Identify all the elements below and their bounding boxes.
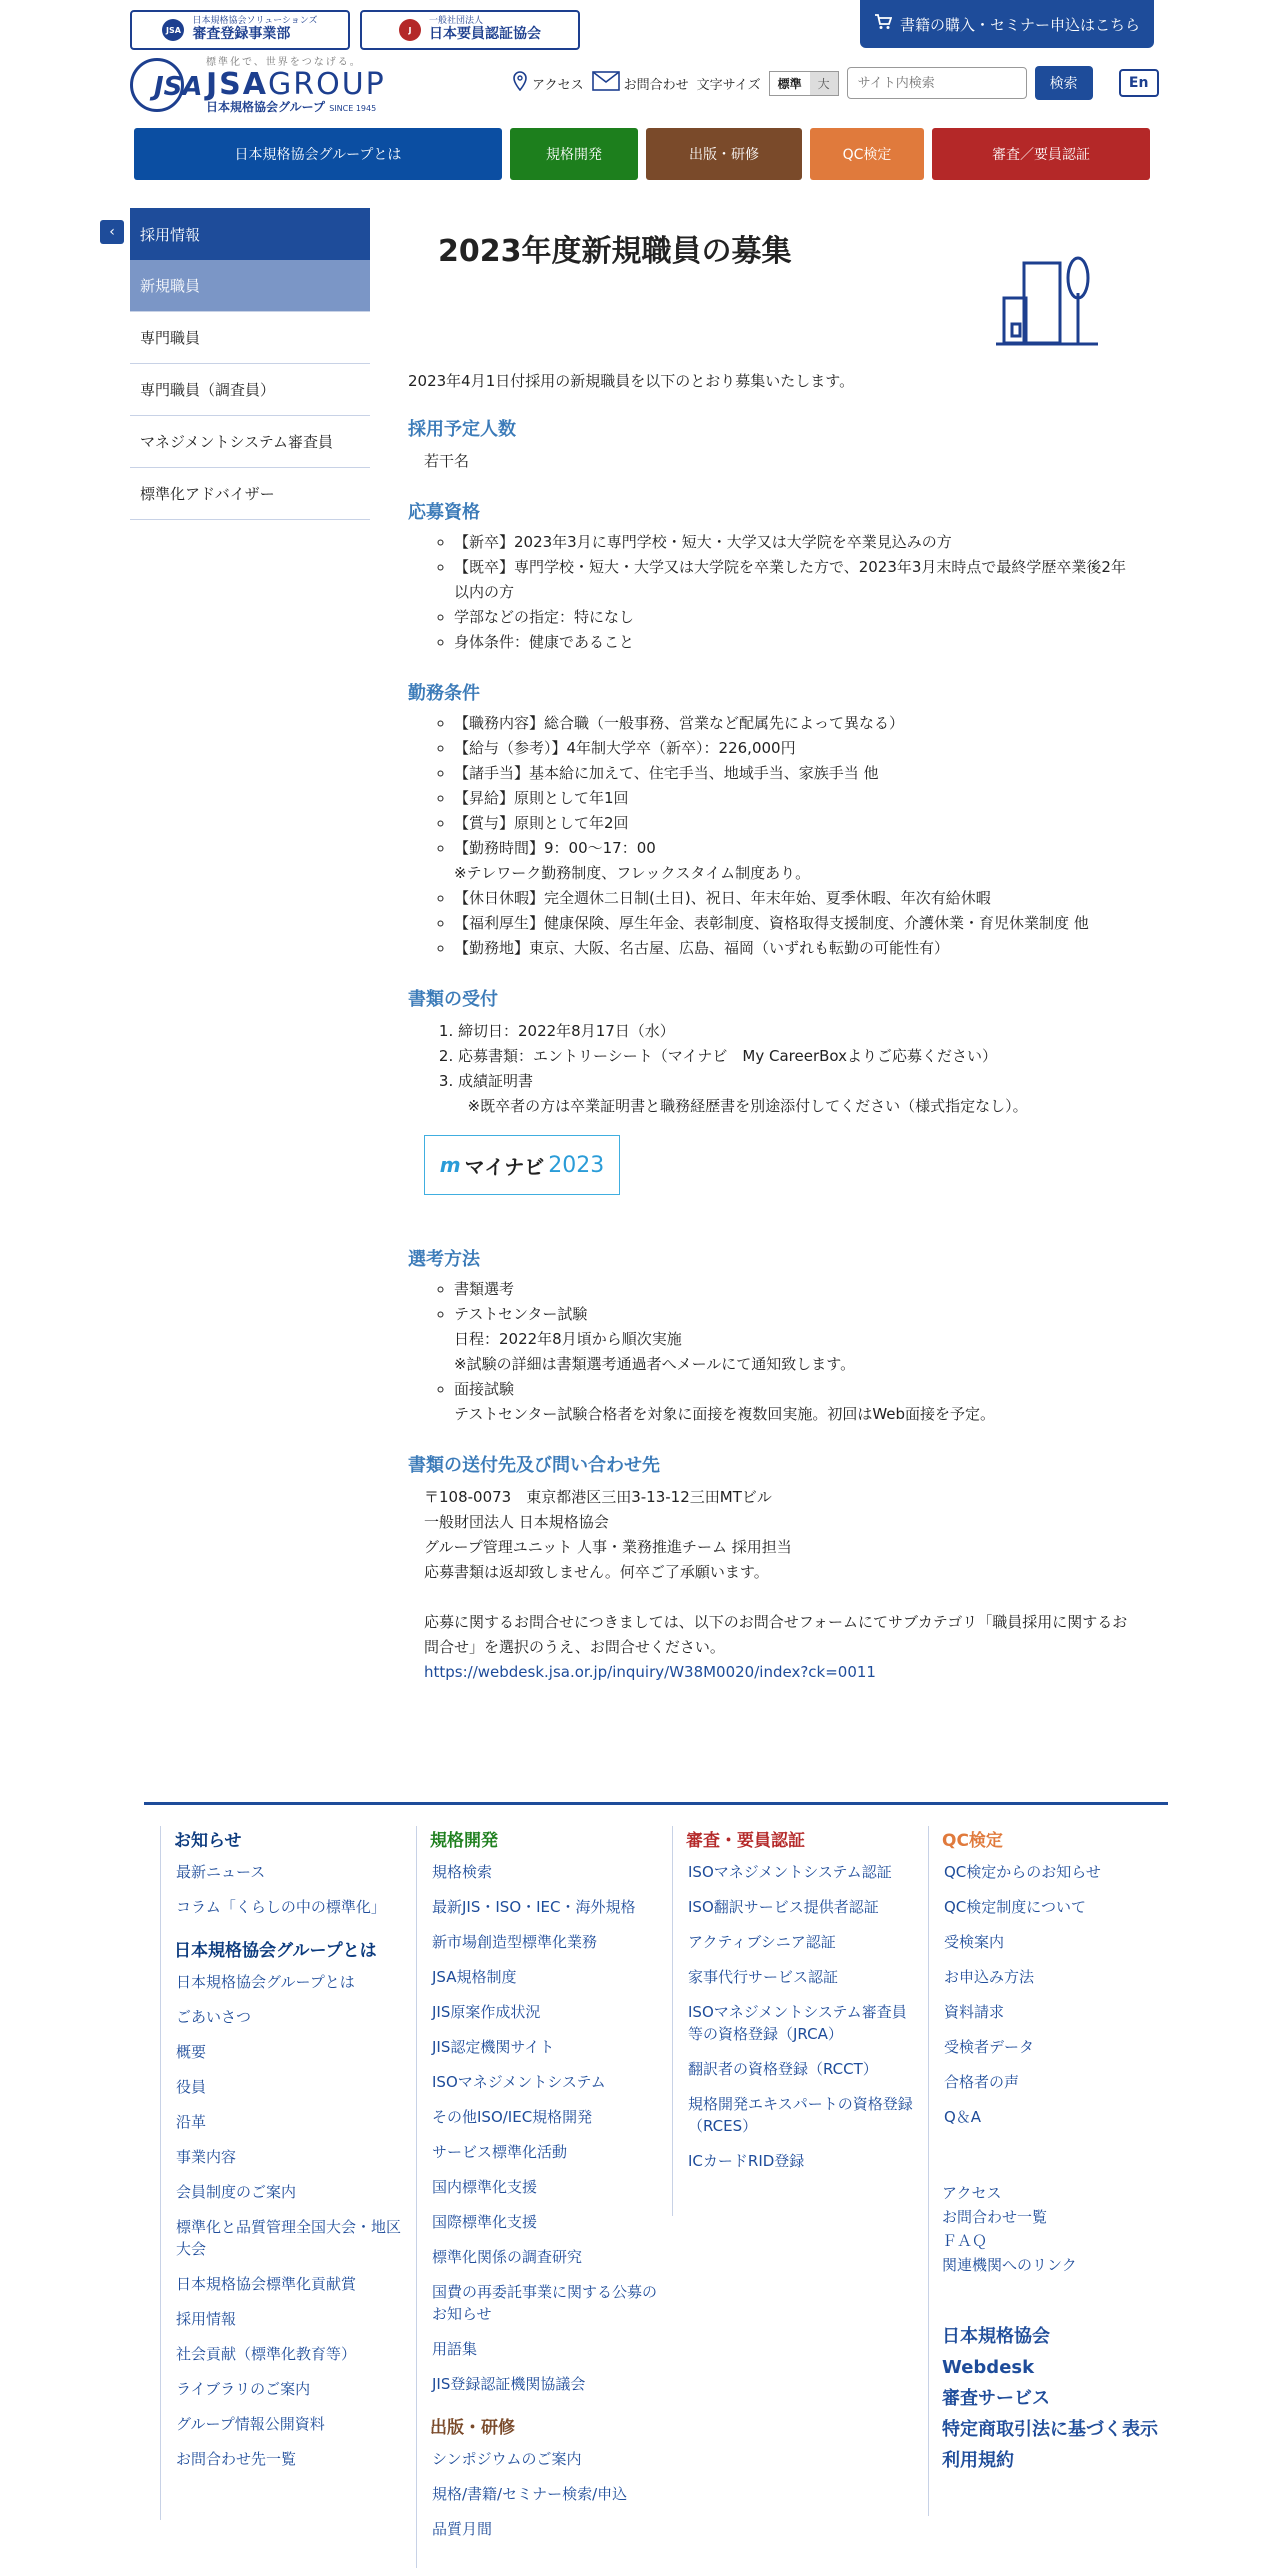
footer-link[interactable]: サービス標準化活動 <box>432 2143 568 2161</box>
footer-link[interactable]: 標準化と品質管理全国大会・地区大会 <box>176 2218 402 2258</box>
headcount-text: 若干名 <box>424 452 470 470</box>
footer-link[interactable]: グループ情報公開資料 <box>176 2415 325 2433</box>
section-title-conditions: 勤務条件 <box>408 683 480 704</box>
footer-link[interactable]: 新市場創造型標準化業務 <box>432 1933 598 1951</box>
section-title-contact: 書類の送付先及び問い合わせ先 <box>408 1455 660 1476</box>
list-item: ◦ 面接試験 テストセンター試験合格者を対象に面接を複数回実施。初回はWeb面接を予定。 <box>454 1377 1128 1427</box>
footer-link[interactable]: シンポジウムのご案内 <box>432 2450 582 2468</box>
building-icon <box>994 238 1104 358</box>
footer-link[interactable]: 国費の再委託事業に関する公募のお知らせ <box>432 2283 658 2323</box>
footer-link[interactable]: 最新JIS・ISO・IEC・海外規格 <box>432 1898 636 1916</box>
buy-books-button[interactable]: 書籍の購入・セミナー申込はこちら <box>860 0 1154 48</box>
contact-link[interactable]: お問合わせ <box>592 71 689 95</box>
application-list <box>408 1019 1128 1119</box>
conditions-list <box>408 711 1128 961</box>
global-nav <box>134 128 1150 180</box>
jsa-group-logo[interactable]: JSA 標準化で、世界をつなげる。 JSAGROUP 日本規格協会グループ SINCE 1945 <box>128 56 408 116</box>
sidebar <box>130 208 370 520</box>
gnav-standards[interactable]: 規格開発 <box>510 128 638 180</box>
gnav-qc[interactable]: QC検定 <box>810 128 924 180</box>
footer-link[interactable]: 規格検索 <box>432 1863 493 1881</box>
footer-link[interactable]: コラム「くらしの中の標準化」 <box>176 1898 386 1916</box>
list-item: ◦ 【既卒】専門学校・短大・大学又は大学院を卒業した方で、2023年3月末時点で最終学歴卒業後2年以内の方 <box>454 555 1128 605</box>
footer-link[interactable]: 役員 <box>176 2078 207 2096</box>
footer-col-certification: 審査・要員認証 ISOマネジメントシステム認証 ISO翻訳サービス提供者認証 アクティブシニア認証 家事代行サービス認証 ISOマネジメントシステム審査員等の資格登録（JRCA） 翻訳者の資格登録（RCCT） 規格開発エキスパートの資格登録（RCES） ICカードRID登録 <box>686 1826 918 2185</box>
footer-link[interactable]: ICカードRID登録 <box>688 2152 805 2170</box>
footer-link[interactable]: 資料請求 <box>944 2003 1005 2021</box>
footer-link[interactable]: ISOマネジメントシステム <box>432 2073 606 2091</box>
footer-link[interactable]: QC検定からのお知らせ <box>944 1863 1101 1881</box>
font-size-standard[interactable]: 標準 <box>770 72 810 95</box>
footer-divider <box>672 1826 673 2216</box>
footer-link[interactable]: ライブラリのご案内 <box>176 2380 311 2398</box>
list-item: ◦ テストセンター試験 日程：2022年8月頃から順次実施 ※試験の詳細は書類選考通過者へメールにて通知致します。 <box>454 1302 1128 1377</box>
footer-link[interactable]: 標準化関係の調査研究 <box>432 2248 583 2266</box>
list-item: ◦ 身体条件：健康であること <box>454 630 1128 655</box>
footer-link[interactable]: JIS認定機関サイト <box>432 2038 555 2056</box>
list-item: ◦ 【福利厚生】健康保険、厚生年金、表彰制度、資格取得支援制度、介護休業・育児休業制度 他 <box>454 911 1128 936</box>
footer-link[interactable]: 家事代行サービス認証 <box>688 1968 839 1986</box>
footer-link[interactable]: ISO翻訳サービス提供者認証 <box>688 1898 879 1916</box>
footer-link[interactable]: 利用規約 <box>942 2450 1014 2471</box>
list-item: ◦ 【諸手当】基本給に加えて、住宅手当、地域手当、家族手当 他 <box>454 761 1128 786</box>
footer-divider <box>928 1826 929 2516</box>
section-title-selection: 選考方法 <box>408 1249 480 1270</box>
footer-col-news: お知らせ 最新ニュース コラム「くらしの中の標準化」 日本規格協会グループとは 日本規格協会グループとは ごあいさつ 概要 役員 沿革 事業内容 会員制度のご案内 標準化と品質管理全国大会・地区大会 日本規格協会標準化貢献賞 採用情報 社会貢献（標準化教育等） ライブラリのご案内 グループ情報公開資料 お問合わせ先一覧 <box>174 1826 406 2483</box>
site-search-input[interactable] <box>847 67 1027 99</box>
footer-link[interactable]: その他ISO/IEC規格開発 <box>432 2108 593 2126</box>
list-item: 2. 応募書類：エントリーシート（マイナビ My CareerBoxよりご応募ください） <box>458 1044 1128 1069</box>
map-pin-icon <box>512 71 528 95</box>
sidebar-head[interactable]: 採用情報 <box>130 208 370 260</box>
footer-link[interactable]: アクティブシニア認証 <box>688 1933 836 1951</box>
eligibility-list <box>408 530 1128 655</box>
inquiry-form-link[interactable]: https://webdesk.jsa.or.jp/inquiry/W38M0020/index?ck=0011 <box>424 1663 876 1681</box>
footer-link[interactable]: 翻訳者の資格登録（RCCT） <box>688 2060 878 2078</box>
footer-link[interactable]: QC検定制度について <box>944 1898 1086 1916</box>
footer-link[interactable]: 事業内容 <box>176 2148 237 2166</box>
font-size-large[interactable]: 大 <box>810 72 838 95</box>
gnav-about[interactable]: 日本規格協会グループとは <box>134 128 502 180</box>
footer-link[interactable]: 日本規格協会 <box>942 2326 1050 2347</box>
sidebar-item-new-staff[interactable]: 新規職員 <box>130 260 370 312</box>
footer-link[interactable]: 受検案内 <box>944 1933 1005 1951</box>
footer-link[interactable]: 社会貢献（標準化教育等） <box>176 2345 357 2363</box>
footer-link[interactable]: 用語集 <box>432 2340 478 2358</box>
footer-link[interactable]: 最新ニュース <box>176 1863 266 1881</box>
footer-link[interactable]: ごあいさつ <box>176 2008 252 2026</box>
main-content <box>408 218 1128 1685</box>
intro-text: 2023年4月1日付採用の新規職員を以下のとおり募集いたします。 <box>408 372 855 390</box>
footer-link[interactable]: 国内標準化支援 <box>432 2178 538 2196</box>
footer-link[interactable]: お問合わせ一覧 <box>942 2208 1048 2226</box>
footer-col-standards: 規格開発 規格検索 最新JIS・ISO・IEC・海外規格 新市場創造型標準化業務 JSA規格制度 JIS原案作成状況 JIS認定機関サイト ISOマネジメントシステム その他ISO/IEC規格開発 サービス標準化活動 国内標準化支援 国際標準化支援 標準化関係の調査研究 国費の再委託事業に関する公募のお知らせ 用語集 JIS登録認証機関協議会 出版・研修 シンポジウムのご案内 規格/書籍/セミナー検索/申込 品質月間 <box>430 1826 662 2553</box>
jrca-mini-logo: J <box>399 19 421 41</box>
footer-link[interactable]: 国際標準化支援 <box>432 2213 538 2231</box>
sidebar-item-auditor[interactable]: マネジメントシステム審査員 <box>130 416 370 468</box>
font-size-label: 文字サイズ <box>696 77 761 93</box>
mail-icon <box>592 71 620 95</box>
footer-link[interactable]: JSA規格制度 <box>432 1968 517 1986</box>
search-button[interactable]: 検索 <box>1035 66 1093 100</box>
sidebar-item-advisor[interactable]: 標準化アドバイザー <box>130 468 370 520</box>
footer-link[interactable]: 概要 <box>176 2043 207 2061</box>
list-item: ◦ 【勤務時間】9：00～17：00 ※テレワーク勤務制度、フレックスタイム制度あり。 <box>454 836 1128 886</box>
list-item: ◦ 【新卒】2023年3月に専門学校・短大・大学又は大学院を卒業見込みの方 <box>454 530 1128 555</box>
section-title-application: 書類の受付 <box>408 989 498 1010</box>
section-title-headcount: 採用予定人数 <box>408 419 516 440</box>
jrca-button[interactable]: J 一般社団法人 日本要員認証協会 <box>360 10 580 50</box>
footer-link[interactable]: 規格開発エキスパートの資格登録（RCES） <box>688 2095 913 2135</box>
contact-block: 〒108-0073 東京都港区三田3-13-12三田MTビル 一般財団法人 日本規格協会 グループ管理ユニット 人事・業務推進チーム 採用担当 応募書類は返却致しません。何卒ご了承願います。 応募に関するお問合せにつきましては、以下のお問合せフォームにてサブカテゴリ「職員採用に関するお問合せ」を選択のうえ、お問合せください。 https://webdesk.jsa.or.jp/inquiry/W38M0020/index?ck=0011 <box>424 1488 1128 1681</box>
footer-divider <box>416 1826 417 2568</box>
footer-link[interactable]: 日本規格協会グループとは <box>176 1973 355 1991</box>
footer-link[interactable]: 特定商取引法に基づく表示 <box>942 2419 1158 2440</box>
mynavi-banner[interactable]: m マイナビ 2023 <box>424 1135 620 1195</box>
list-item: ◦ 書類選考 <box>454 1277 1128 1302</box>
sidebar-item-specialist[interactable]: 専門職員 <box>130 312 370 364</box>
footer-link[interactable]: JIS登録認証機関協議会 <box>432 2375 586 2393</box>
footer-rule <box>144 1802 1168 1805</box>
header-top-links <box>130 10 580 50</box>
cart-icon <box>874 14 892 34</box>
footer-link[interactable]: 沿革 <box>176 2113 207 2131</box>
selection-list <box>408 1277 1128 1427</box>
footer-link[interactable]: 品質月間 <box>432 2520 493 2538</box>
footer-link[interactable]: 合格者の声 <box>944 2073 1020 2091</box>
footer-col-qc: QC検定 QC検定からのお知らせ QC検定制度について 受検案内 お申込み方法 資料請求 受検者データ 合格者の声 Q＆A アクセス お問合わせ一覧 ＦＡＱ 関連機関へのリンク 日本規格協会 Webdesk 審査サービス 特定商取引法に基づく表示 利用規約 <box>942 1826 1182 2476</box>
footer-link[interactable]: 会員制度のご案内 <box>176 2183 297 2201</box>
footer-link[interactable]: 規格/書籍/セミナー検索/申込 <box>432 2485 628 2503</box>
list-item: 1. 締切日：2022年8月17日（水） <box>458 1019 1128 1044</box>
section-title-eligibility: 応募資格 <box>408 502 480 523</box>
list-item: 3. 成績証明書 ※既卒者の方は卒業証明書と職務経歴書を別途添付してください（様式指定なし）。 <box>458 1069 1128 1119</box>
footer-divider <box>160 1826 161 2520</box>
footer-link[interactable]: ISOマネジメントシステム審査員等の資格登録（JRCA） <box>688 2003 907 2043</box>
list-item: ◦ 【昇給】原則として年1回 <box>454 786 1128 811</box>
footer-link[interactable]: Q＆A <box>944 2108 982 2126</box>
gnav-certification[interactable]: 審査／要員認証 <box>932 128 1150 180</box>
footer-link[interactable]: お問合わせ先一覧 <box>176 2450 297 2468</box>
access-link[interactable]: アクセス <box>512 71 584 95</box>
list-item: ◦ 学部などの指定：特になし <box>454 605 1128 630</box>
list-item: ◦ 【給与（参考）】4年制大学卒（新卒）：226,000円 <box>454 736 1128 761</box>
jsa-mini-logo: JSA <box>162 19 184 41</box>
list-item: ◦ 【賞与】原則として年2回 <box>454 811 1128 836</box>
english-button[interactable]: En <box>1119 69 1159 97</box>
list-item: ◦ 【休日休暇】完全週休二日制(土日)、祝日、年末年始、夏季休暇、年次有給休暇 <box>454 886 1128 911</box>
utility-bar <box>512 66 1159 100</box>
page-title: 2023年度新規職員の募集 <box>438 234 792 269</box>
footer-link[interactable]: 関連機関へのリンク <box>942 2256 1077 2274</box>
list-item: ◦ 【勤務地】東京、大阪、名古屋、広島、福岡（いずれも転勤の可能性有） <box>454 936 1128 961</box>
mynavi-logo-icon: m <box>439 1153 461 1177</box>
list-item: ◦ 【職務内容】総合職（一般事務、営業など配属先によって異なる） <box>454 711 1128 736</box>
footer-link[interactable]: 受検者データ <box>944 2038 1035 2056</box>
sidebar-item-researcher[interactable]: 専門職員（調査員） <box>130 364 370 416</box>
footer-link[interactable]: Webdesk <box>942 2357 1035 2378</box>
font-size-switch <box>769 71 839 96</box>
footer-link[interactable]: JIS原案作成状況 <box>432 2003 541 2021</box>
sidebar-collapse-icon[interactable]: ‹ <box>100 220 124 244</box>
footer-link[interactable]: 日本規格協会標準化貢献賞 <box>176 2275 357 2293</box>
footer-link[interactable]: ISOマネジメントシステム認証 <box>688 1863 892 1881</box>
footer-link[interactable]: 採用情報 <box>176 2310 237 2328</box>
footer-link[interactable]: アクセス <box>942 2184 1002 2202</box>
gnav-publishing[interactable]: 出版・研修 <box>646 128 802 180</box>
footer-link[interactable]: 審査サービス <box>942 2388 1050 2409</box>
footer-link[interactable]: お申込み方法 <box>944 1968 1035 1986</box>
jsa-solutions-button[interactable]: JSA 日本規格協会ソリューションズ 審査登録事業部 <box>130 10 350 50</box>
footer-link[interactable]: ＦＡＱ <box>942 2232 988 2250</box>
